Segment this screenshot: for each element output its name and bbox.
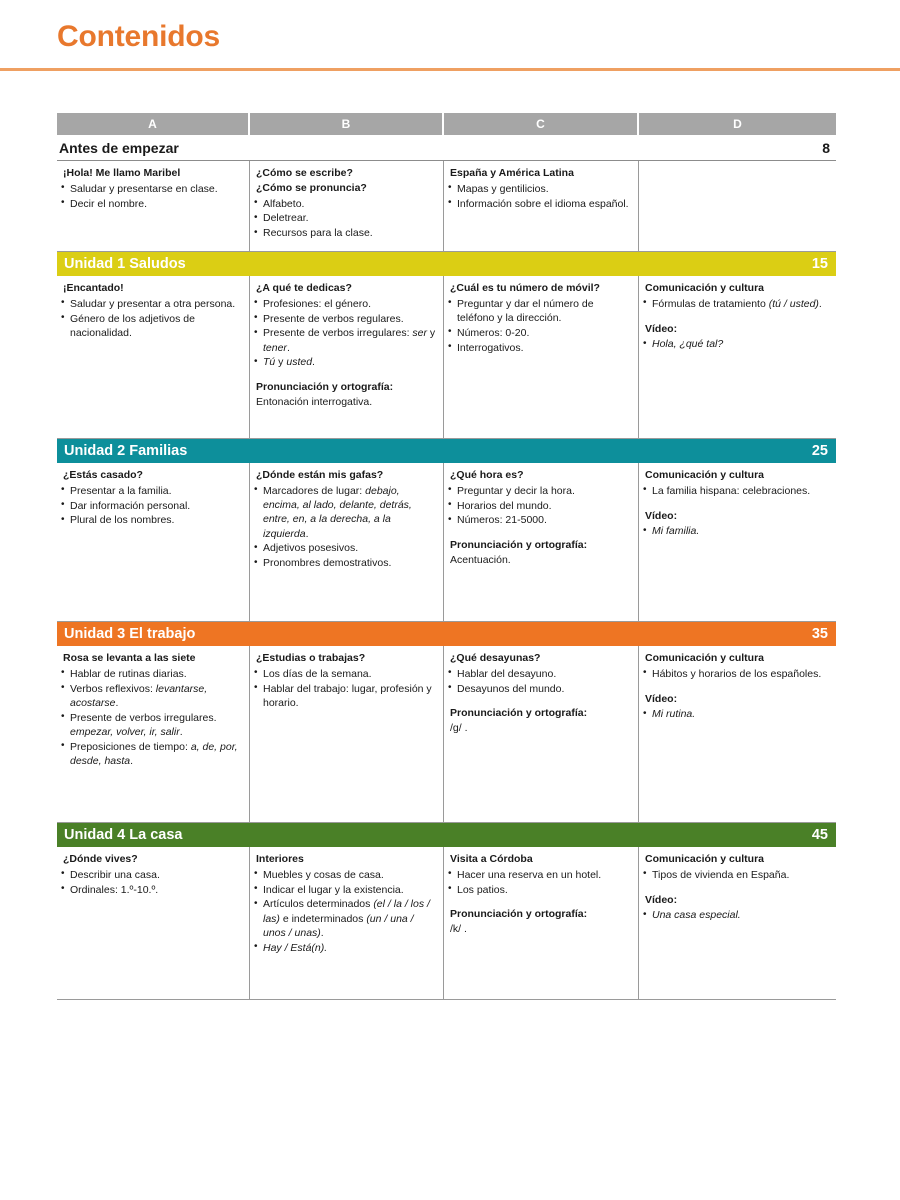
content-cell <box>444 646 639 822</box>
bullet-list <box>254 484 436 571</box>
content-cell <box>57 161 250 251</box>
section-header <box>57 135 836 161</box>
section-header <box>57 252 836 276</box>
content-cell <box>250 463 444 621</box>
list-item: • Fórmulas de tratamiento (tú / usted). <box>643 297 829 311</box>
section-title: Unidad 4 La casa <box>64 827 183 843</box>
list-item: • Horarios del mundo. <box>448 499 631 513</box>
list-item: • Tú y usted. <box>254 355 436 369</box>
list-item: • Presentar a la familia. <box>61 484 242 498</box>
list-item: • Saludar y presentarse en clase. <box>61 182 242 196</box>
block-title: ¿A qué te dedicas? <box>256 282 352 294</box>
column-header-a: A <box>57 113 250 135</box>
content-cell <box>639 646 836 822</box>
list-item: • Artículos determinados (el / la / los / las) e indeterminados (un / una / unos / unas). <box>254 897 436 940</box>
block-spacer <box>448 696 631 707</box>
section-page-number: 8 <box>822 139 830 156</box>
section-page-number: 25 <box>811 443 828 459</box>
bullet-list <box>448 484 631 528</box>
content-cell <box>250 646 444 822</box>
block-spacer <box>643 883 829 894</box>
bullet-list <box>643 908 829 922</box>
content-cell <box>250 161 444 251</box>
section-page-number: 35 <box>811 626 828 642</box>
section-page-number: 45 <box>811 827 828 843</box>
block-title: Comunicación y cultura <box>645 282 765 294</box>
content-cell <box>444 847 639 999</box>
bullet-list <box>61 667 242 768</box>
content-cell <box>444 276 639 438</box>
block-title: Pronunciación y ortografía: <box>450 908 588 921</box>
block-title: ¿Qué desayunas? <box>450 652 541 664</box>
section-header <box>57 622 836 646</box>
bullet-list <box>643 707 829 721</box>
list-item: • Los días de la semana. <box>254 667 436 681</box>
bullet-list <box>448 868 631 897</box>
block-spacer <box>448 528 631 539</box>
bullet-list <box>254 667 436 710</box>
column-header-d: D <box>733 117 742 131</box>
list-item: • Información sobre el idioma español. <box>448 197 631 211</box>
list-item: • Mapas y gentilicios. <box>448 182 631 196</box>
block-spacer <box>643 682 829 693</box>
list-item: • Indicar el lugar y la existencia. <box>254 883 436 897</box>
block-title: ¡Encantado! <box>63 282 124 294</box>
list-item: • Hablar del trabajo: lugar, profesión y horario. <box>254 682 436 711</box>
block-title: Vídeo: <box>645 322 678 335</box>
block-title: Pronunciación y ortografía: <box>450 707 588 720</box>
contents-table <box>57 113 836 1000</box>
block-subtitle: ¿Cómo se pronuncia? <box>256 181 367 194</box>
bullet-list <box>643 484 829 498</box>
list-item: • Preposiciones de tiempo: a, de, por, desde, hasta. <box>61 740 242 769</box>
column-header-b: B <box>250 113 444 135</box>
bullet-list <box>254 297 436 370</box>
list-item: • Preguntar y decir la hora. <box>448 484 631 498</box>
block-title: ¿Estás casado? <box>63 469 143 481</box>
content-cell <box>250 276 444 438</box>
bullet-list <box>643 337 829 351</box>
bullet-list <box>448 297 631 355</box>
list-item: • Hablar del desayuno. <box>448 667 631 681</box>
list-item: • Desayunos del mundo. <box>448 682 631 696</box>
section-title: Unidad 2 Familias <box>64 443 188 459</box>
bullet-list <box>643 868 829 882</box>
content-cell <box>57 646 250 822</box>
content-cell <box>57 463 250 621</box>
bullet-list <box>254 197 436 241</box>
list-item: • Hablar de rutinas diarias. <box>61 667 242 681</box>
section-page-number: 15 <box>811 256 828 272</box>
list-item: • Preguntar y dar el número de teléfono y la dirección. <box>448 297 631 326</box>
bullet-list <box>61 484 242 528</box>
block-title: ¡Hola! Me llamo Maribel <box>63 167 181 179</box>
content-cell <box>57 847 250 999</box>
content-cell <box>639 161 836 251</box>
section-header <box>57 823 836 847</box>
block-text: Acentuación. <box>450 554 511 567</box>
bullet-list <box>643 297 829 311</box>
list-item: • Alfabeto. <box>254 197 436 211</box>
list-item: • Ordinales: 1.º-10.º. <box>61 883 242 897</box>
block-title: Interiores <box>256 853 304 865</box>
list-item: • Muebles y cosas de casa. <box>254 868 436 882</box>
block-title: ¿Cuál es tu número de móvil? <box>450 282 600 294</box>
content-cell <box>639 847 836 999</box>
block-title: Rosa se levanta a las siete <box>63 652 196 664</box>
list-item: • Hábitos y horarios de los españoles. <box>643 667 829 681</box>
list-item: • Números: 21-5000. <box>448 513 631 527</box>
block-title: España y América Latina <box>450 167 574 179</box>
list-item: • Deletrear. <box>254 211 436 225</box>
section-header <box>57 439 836 463</box>
section-content-row <box>57 847 836 1000</box>
bullet-list <box>643 524 829 538</box>
list-item: • Género de los adjetivos de nacionalidad. <box>61 312 242 341</box>
block-title: ¿Dónde están mis gafas? <box>256 469 384 481</box>
title-divider <box>0 68 900 71</box>
section-content-row <box>57 276 836 439</box>
block-spacer <box>448 897 631 908</box>
block-text: Entonación interrogativa. <box>256 396 373 409</box>
bullet-list <box>61 868 242 897</box>
list-item: • Interrogativos. <box>448 341 631 355</box>
list-item: • Dar información personal. <box>61 499 242 513</box>
section-title: Antes de empezar <box>59 139 179 156</box>
list-item: • La familia hispana: celebraciones. <box>643 484 829 498</box>
list-item: • Verbos reflexivos: levantarse, acostarse. <box>61 682 242 711</box>
block-title: ¿Dónde vives? <box>63 853 138 865</box>
bullet-list <box>61 182 242 211</box>
block-title: Vídeo: <box>645 893 678 906</box>
list-item: • Decir el nombre. <box>61 197 242 211</box>
content-cell <box>250 847 444 999</box>
content-cell <box>57 276 250 438</box>
list-item: • Marcadores de lugar: debajo, encima, al lado, delante, detrás, entre, en, a la derecha, a la izquierda. <box>254 484 436 541</box>
column-header-c: C <box>444 113 639 135</box>
block-spacer <box>254 370 436 381</box>
content-cell <box>639 463 836 621</box>
block-title: Vídeo: <box>645 509 678 522</box>
bullet-list <box>61 297 242 340</box>
block-title: Comunicación y cultura <box>645 853 765 865</box>
list-item: • Hola, ¿qué tal? <box>643 337 829 351</box>
section-title: Unidad 1 Saludos <box>64 256 186 272</box>
list-item: • Saludar y presentar a otra persona. <box>61 297 242 311</box>
list-item: • Tipos de vivienda en España. <box>643 868 829 882</box>
bullet-list <box>254 868 436 955</box>
block-text: /k/ . <box>450 923 467 936</box>
block-text: /g/ . <box>450 722 468 735</box>
bullet-list <box>448 182 631 211</box>
list-item: • Hay / Está(n). <box>254 941 436 955</box>
bullet-list <box>643 667 829 681</box>
list-item: • Recursos para la clase. <box>254 226 436 240</box>
list-item: • Mi rutina. <box>643 707 829 721</box>
list-item: • Plural de los nombres. <box>61 513 242 527</box>
list-item: • Pronombres demostrativos. <box>254 556 436 570</box>
list-item: • Presente de verbos irregulares: ser y tener. <box>254 326 436 355</box>
list-item: • Describir una casa. <box>61 868 242 882</box>
block-title: Pronunciación y ortografía: <box>450 539 588 552</box>
list-item: • Profesiones: el género. <box>254 297 436 311</box>
content-cell <box>639 276 836 438</box>
list-item: • Números: 0-20. <box>448 326 631 340</box>
block-spacer <box>643 499 829 510</box>
section-content-row <box>57 161 836 252</box>
block-title: Visita a Córdoba <box>450 853 533 865</box>
block-spacer <box>643 312 829 323</box>
block-title: Pronunciación y ortografía: <box>256 381 394 394</box>
page-title: Contenidos <box>57 20 220 53</box>
list-item: • Una casa especial. <box>643 908 829 922</box>
block-title: Vídeo: <box>645 692 678 705</box>
list-item: • Adjetivos posesivos. <box>254 541 436 555</box>
sections-container <box>57 135 836 1000</box>
block-title: ¿Cómo se escribe? <box>256 167 353 179</box>
block-title: ¿Estudias o trabajas? <box>256 652 366 664</box>
block-title: ¿Qué hora es? <box>450 469 524 481</box>
bullet-list <box>448 667 631 696</box>
block-title: Comunicación y cultura <box>645 469 765 481</box>
list-item: • Hacer una reserva en un hotel. <box>448 868 631 882</box>
list-item: • Mi familia. <box>643 524 829 538</box>
list-item: • Los patios. <box>448 883 631 897</box>
content-cell <box>444 463 639 621</box>
content-cell <box>444 161 639 251</box>
section-content-row <box>57 463 836 622</box>
block-title: Comunicación y cultura <box>645 652 765 664</box>
list-item: • Presente de verbos irregulares. empezar, volver, ir, salir. <box>61 711 242 740</box>
list-item: • Presente de verbos regulares. <box>254 312 436 326</box>
section-content-row <box>57 646 836 823</box>
section-title: Unidad 3 El trabajo <box>64 626 196 642</box>
column-header-row <box>57 113 836 135</box>
